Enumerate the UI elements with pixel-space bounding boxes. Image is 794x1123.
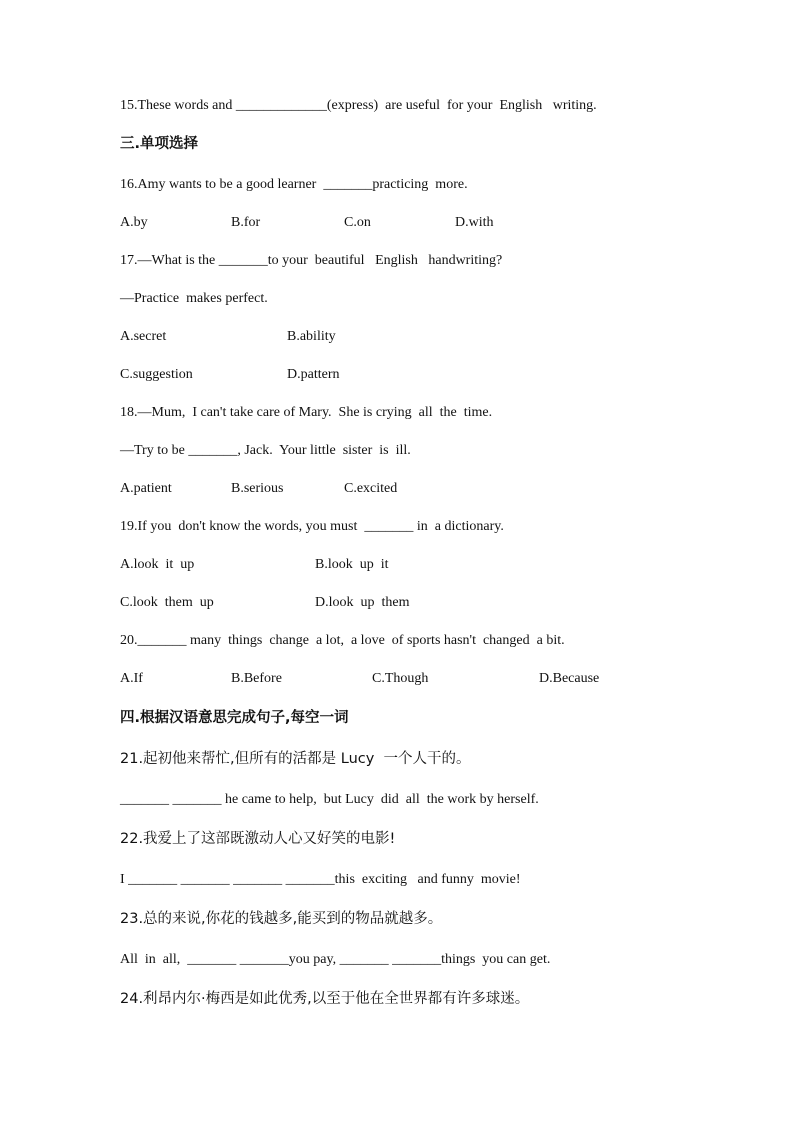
question-20-stem: 20._______ many things change a lot, a love of sports hasn't changed a bit.: [120, 633, 565, 648]
question-21-chinese: 21.起初他来帮忙,但所有的活都是 Lucy 一个人干的。: [120, 751, 471, 767]
question-18-reply: —Try to be _______, Jack. Your little sister is ill.: [120, 443, 411, 458]
q18-option-b: B.serious: [231, 481, 284, 496]
question-21-english: _______ _______ he came to help, but Lucy did all the work by herself.: [120, 792, 539, 807]
q18-option-c: C.excited: [344, 481, 398, 496]
q16-option-d: D.with: [455, 215, 494, 230]
question-18-stem: 18.—Mum, I can't take care of Mary. She is crying all the time.: [120, 405, 493, 420]
q18-option-a: A.patient: [120, 481, 172, 496]
question-16-stem: 16.Amy wants to be a good learner _______practicing more.: [120, 177, 468, 192]
question-24-chinese: 24.利昂内尔·梅西是如此优秀,以至于他在全世界都有许多球迷。: [120, 991, 530, 1007]
q17-option-a: A.secret: [120, 329, 167, 344]
q17-option-b: B.ability: [287, 329, 336, 344]
q20-option-a: A.If: [120, 671, 143, 686]
section-heading-3: 三.单项选择: [120, 136, 199, 152]
q16-option-c: C.on: [344, 215, 371, 230]
q19-option-d: D.look up them: [315, 595, 410, 610]
q16-option-b: B.for: [231, 215, 261, 230]
q16-option-a: A.by: [120, 215, 148, 230]
question-17-reply: —Practice makes perfect.: [120, 291, 268, 306]
q19-option-b: B.look up it: [315, 557, 389, 572]
question-23-chinese: 23.总的来说,你花的钱越多,能买到的物品就越多。: [120, 911, 443, 927]
question-22-chinese: 22.我爱上了这部既激动人心又好笑的电影!: [120, 831, 396, 847]
q17-option-c: C.suggestion: [120, 367, 193, 382]
question-22-english: I _______ _______ _______ _______this exciting and funny movie!: [120, 872, 521, 887]
section-heading-4: 四.根据汉语意思完成句子,每空一词: [120, 710, 349, 726]
q20-option-b: B.Before: [231, 671, 282, 686]
question-15: 15.These words and _____________(express) are useful for your English writing.: [120, 98, 597, 113]
q20-option-d: D.Because: [539, 671, 600, 686]
question-23-english: All in all, _______ _______you pay, _______ _______things you can get.: [120, 952, 551, 967]
q20-option-c: C.Though: [372, 671, 429, 686]
q19-option-c: C.look them up: [120, 595, 214, 610]
question-19-stem: 19.If you don't know the words, you must _______ in a dictionary.: [120, 519, 504, 534]
q17-option-d: D.pattern: [287, 367, 340, 382]
question-17-stem: 17.—What is the _______to your beautiful English handwriting?: [120, 253, 503, 268]
q19-option-a: A.look it up: [120, 557, 195, 572]
